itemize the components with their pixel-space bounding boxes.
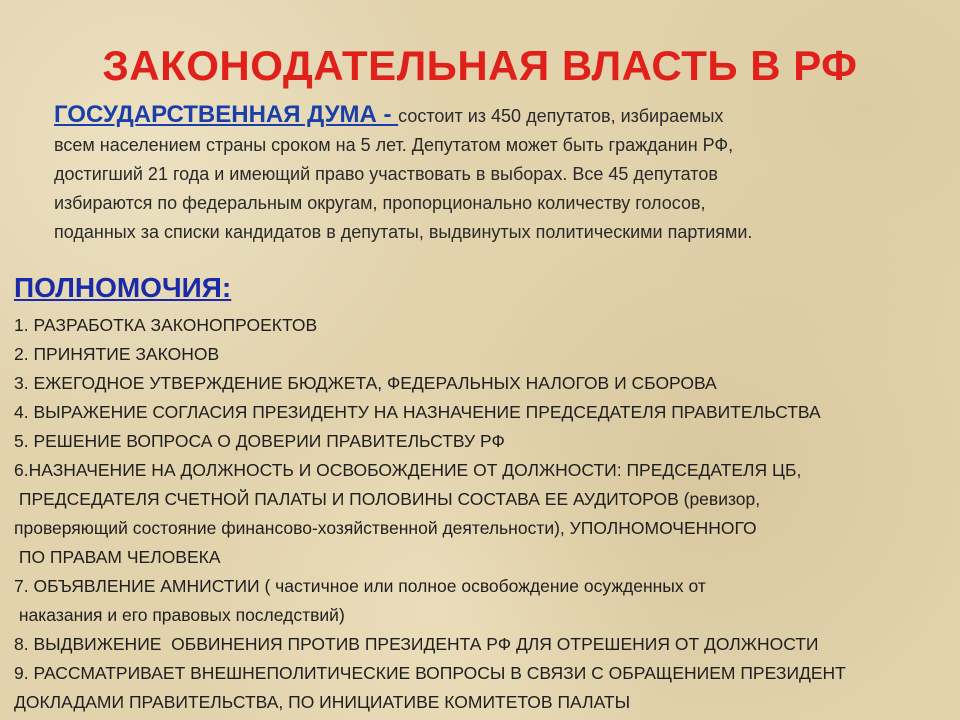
intro-line: достигший 21 года и имеющий право участвовать в выборах. Все 45 депутатов — [54, 164, 718, 184]
power-item-line: наказания и его правовых последствий) — [14, 605, 345, 625]
power-item-line: 5. РЕШЕНИЕ ВОПРОСА О ДОВЕРИИ ПРАВИТЕЛЬСТВУ РФ — [14, 431, 505, 451]
power-item-line: 8. ВЫДВИЖЕНИЕ ОБВИНЕНИЯ ПРОТИВ ПРЕЗИДЕНТА РФ ДЛЯ ОТРЕШЕНИЯ ОТ ДОЛЖНОСТИ — [14, 634, 819, 654]
power-item-line: 9. РАССМАТРИВАЕТ ВНЕШНЕПОЛИТИЧЕСКИЕ ВОПРОСЫ В СВЯЗИ С ОБРАЩЕНИЕМ ПРЕЗИДЕНТ — [14, 663, 846, 683]
intro-line: избираются по федеральным округам, пропорционально количеству голосов, — [54, 193, 706, 213]
power-item-line: 1. РАЗРАБОТКА ЗАКОНОПРОЕКТОВ — [14, 315, 318, 335]
power-item-line: ПО ПРАВАМ ЧЕЛОВЕКА — [14, 547, 221, 567]
slide-title: ЗАКОНОДАТЕЛЬНАЯ ВЛАСТЬ В РФ — [102, 42, 858, 89]
intro-line: поданных за списки кандидатов в депутаты, выдвинутых политическими партиями. — [54, 222, 753, 242]
power-item-line: 4. ВЫРАЖЕНИЕ СОГЛАСИЯ ПРЕЗИДЕНТУ НА НАЗНАЧЕНИЕ ПРЕДСЕДАТЕЛЯ ПРАВИТЕЛЬСТВА — [14, 402, 821, 422]
intro-first-line-text: состоит из 450 депутатов, избираемых — [398, 106, 724, 126]
power-item-line: 6.НАЗНАЧЕНИЕ НА ДОЛЖНОСТЬ И ОСВОБОЖДЕНИЕ ОТ ДОЛЖНОСТИ: ПРЕДСЕДАТЕЛЯ ЦБ, — [14, 460, 802, 480]
power-item-line: 7. ОБЪЯВЛЕНИЕ АМНИСТИИ ( частичное или полное освобождение осужденных от — [14, 576, 706, 596]
power-item-line: 3. ЕЖЕГОДНОЕ УТВЕРЖДЕНИЕ БЮДЖЕТА, ФЕДЕРАЛЬНЫХ НАЛОГОВ И СБОРОВА — [14, 373, 717, 393]
power-item-line: 2. ПРИНЯТИЕ ЗАКОНОВ — [14, 344, 220, 364]
powers-list — [14, 311, 954, 717]
duma-heading: ГОСУДАРСТВЕННАЯ ДУМА - — [54, 101, 399, 128]
power-item-line: проверяющий состояние финансово-хозяйственной деятельности), УПОЛНОМОЧЕННОГО — [14, 518, 757, 538]
duma-intro — [54, 100, 934, 247]
power-item-line: ДОКЛАДАМИ ПРАВИТЕЛЬСТВА, ПО ИНИЦИАТИВЕ КОМИТЕТОВ ПАЛАТЫ — [14, 692, 631, 712]
powers-heading: ПОЛНОМОЧИЯ: — [14, 272, 232, 303]
intro-line-1 — [54, 100, 934, 131]
power-item-line: ПРЕДСЕДАТЕЛЯ СЧЕТНОЙ ПАЛАТЫ И ПОЛОВИНЫ СОСТАВА ЕЕ АУДИТОРОВ (ревизор, — [14, 489, 761, 509]
intro-line: всем населением страны сроком на 5 лет. Депутатом может быть гражданин РФ, — [54, 135, 734, 155]
